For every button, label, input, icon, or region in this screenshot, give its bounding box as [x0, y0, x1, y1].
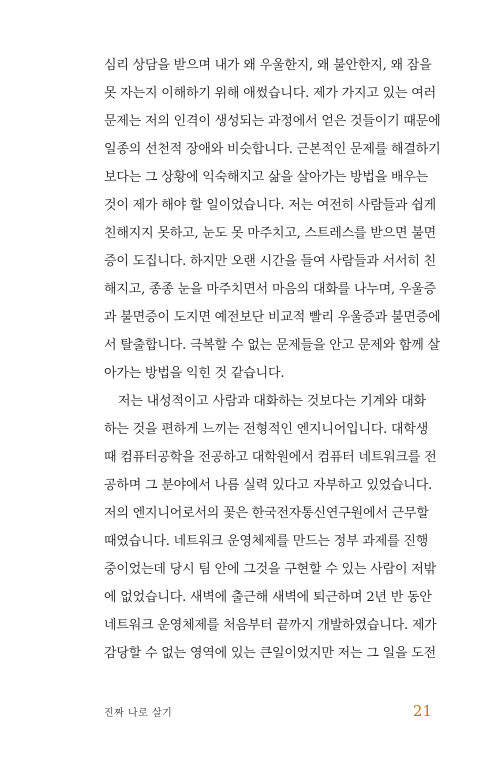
text-line: 심리 상담을 받으며 내가 왜 우울한지, 왜 불안한지, 왜 잠을	[104, 58, 432, 73]
text-line: 것이 제가 해야 할 일이었습니다. 저는 여전히 사람들과 쉽게	[104, 198, 436, 213]
page-footer	[104, 702, 432, 722]
page-number: 21	[412, 702, 432, 720]
text-line: 증이 도집니다. 하지만 오랜 시간을 들여 사람들과 서서히 친	[104, 254, 436, 269]
text-line: 못 자는지 이해하기 위해 애썼습니다. 제가 가지고 있는 여러	[104, 86, 436, 101]
text-line: 친해지지 못하고, 눈도 못 마주치고, 스트레스를 받으면 불면	[104, 226, 436, 241]
text-line: 저는 내성적이고 사람과 대화하는 것보다는 기계와 대화	[118, 394, 426, 409]
text-line: 과 불면증이 도지면 예전보단 비교적 빨리 우울증과 불면증에	[104, 310, 441, 325]
text-line: 문제는 저의 인격이 생성되는 과정에서 얻은 것들이기 때문에	[104, 114, 441, 129]
body-text	[104, 52, 441, 668]
text-line: 감당할 수 없는 영역에 있는 큰일이었지만 저는 그 일을 도전	[104, 646, 436, 661]
text-line: 때였습니다. 네트워크 운영체제를 만드는 정부 과제를 진행	[104, 534, 429, 549]
text-line: 아가는 방법을 익힌 것 같습니다.	[104, 366, 285, 381]
text-line: 저의 엔지니어로서의 꽃은 한국전자통신연구원에서 근무할	[104, 506, 429, 521]
text-line: 해지고, 종종 눈을 마주치면서 마음의 대화를 나누며, 우울증	[104, 282, 436, 297]
text-line: 에 없었습니다. 새벽에 출근해 새벽에 퇴근하며 2년 반 동안	[104, 590, 432, 605]
text-line: 보다는 그 상황에 익숙해지고 삶을 살아가는 방법을 배우는	[104, 170, 429, 185]
text-line: 중이었는데 당시 팀 안에 그것을 구현할 수 있는 사람이 저밖	[104, 562, 436, 577]
text-line: 네트워크 운영체제를 처음부터 끝까지 개발하였습니다. 제가	[104, 618, 437, 633]
paragraph-2	[104, 388, 437, 668]
text-line: 일종의 선천적 장애와 비슷합니다. 근본적인 문제를 해결하기	[104, 142, 441, 157]
text-line: 때 컴퓨터공학을 전공하고 대학원에서 컴퓨터 네트워크를 전	[104, 450, 437, 465]
text-line: 하는 것을 편하게 느끼는 전형적인 엔지니어입니다. 대학생	[104, 422, 429, 437]
text-line: 서 탈출합니다. 극복할 수 없는 문제들을 안고 문제와 함께 살	[104, 338, 440, 353]
text-line: 공하며 그 분야에서 나름 실력 있다고 자부하고 있었습니다.	[104, 478, 433, 493]
running-title: 진짜 나로 살기	[104, 708, 173, 719]
paragraph-1	[104, 52, 441, 388]
